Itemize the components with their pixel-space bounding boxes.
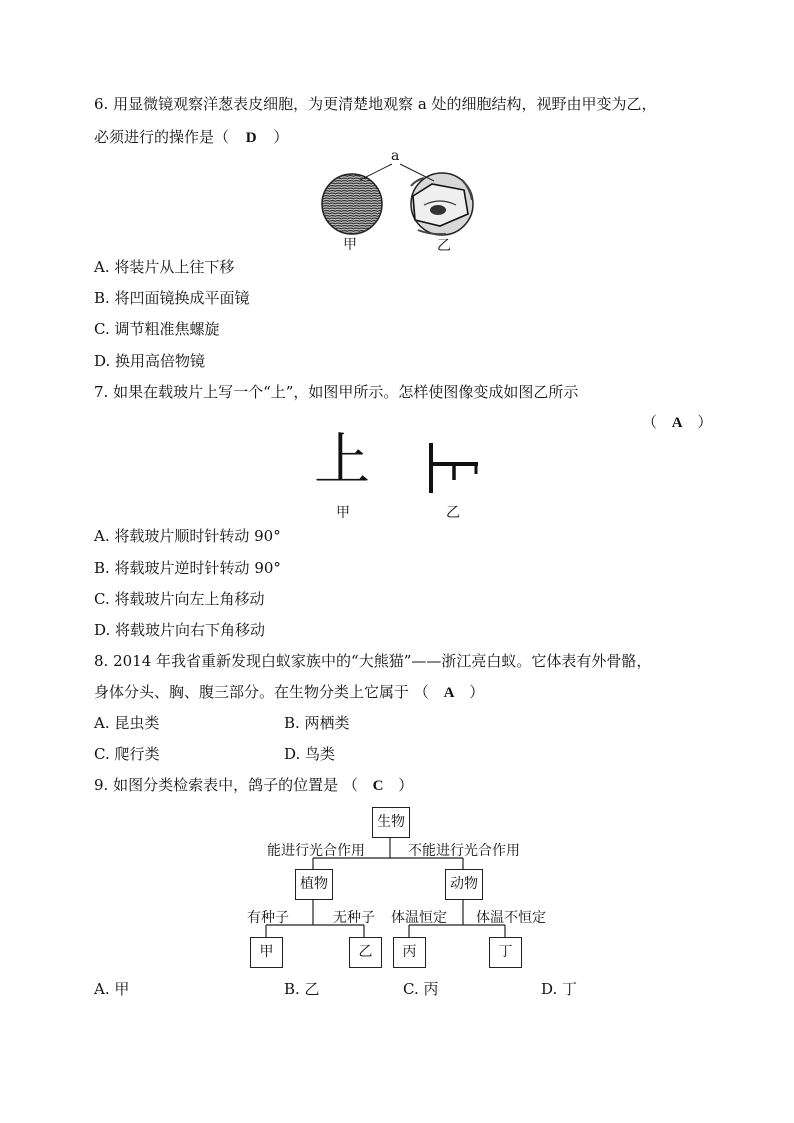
branch-cold-blooded: 体温不恒定 bbox=[476, 910, 546, 926]
q7-caption-jia: 甲 bbox=[336, 505, 350, 521]
node-bing: 丙 bbox=[393, 937, 426, 968]
branch-seed: 有种子 bbox=[247, 910, 289, 926]
q9-answer: C bbox=[372, 778, 384, 794]
q7-option-c: C. 将载玻片向左上角移动 bbox=[94, 590, 265, 608]
q8-option-b: B. 两栖类 bbox=[284, 714, 350, 732]
q8-option-c: C. 爬行类 bbox=[94, 745, 160, 763]
q7-option-b: B. 将载玻片逆时针转动 90° bbox=[94, 559, 281, 577]
q9-option-b: B. 乙 bbox=[284, 980, 320, 998]
branch-no-photosynthesis: 不能进行光合作用 bbox=[408, 843, 520, 859]
branch-photosynthesis: 能进行光合作用 bbox=[267, 843, 365, 859]
q6-option-b: B. 将凹面镜换成平面镜 bbox=[94, 289, 250, 307]
q6-stem-prefix: 必须进行的操作是（ bbox=[94, 128, 230, 146]
branch-warm-blooded: 体温恒定 bbox=[391, 910, 447, 926]
node-yi: 乙 bbox=[349, 937, 382, 968]
q6-option-d: D. 换用高倍物镜 bbox=[94, 352, 206, 370]
q9-option-a: A. 甲 bbox=[94, 980, 130, 998]
q6-option-c: C. 调节粗准焦螺旋 bbox=[94, 320, 220, 338]
q8-stem-suffix: ） bbox=[469, 683, 485, 701]
q7-paren-close: ） bbox=[697, 413, 713, 431]
label-a: a bbox=[391, 148, 400, 164]
q7-caption-yi: 乙 bbox=[446, 505, 460, 521]
q9-option-d: D. 丁 bbox=[541, 980, 578, 998]
q7-answer: A bbox=[671, 415, 683, 431]
q7-paren-open: （ bbox=[642, 413, 658, 431]
node-root: 生物 bbox=[372, 807, 410, 838]
node-ding: 丁 bbox=[489, 937, 522, 968]
q8-answer: A bbox=[443, 685, 455, 701]
branch-no-seed: 无种子 bbox=[333, 910, 375, 926]
q8-option-a: A. 昆虫类 bbox=[94, 714, 160, 732]
q6-stem-line1: 6. 用显微镜观察洋葱表皮细胞，为更清楚地观察 a 处的细胞结构，视野由甲变为乙， bbox=[94, 95, 657, 113]
q9-stem-prefix: 9. 如图分类检索表中，鸽子的位置是 （ bbox=[94, 776, 358, 794]
node-plant: 植物 bbox=[295, 869, 333, 900]
node-jia: 甲 bbox=[250, 937, 283, 968]
q8-option-d: D. 鸟类 bbox=[284, 745, 336, 763]
q8-stem-prefix: 身体分头、胸、腹三部分。在生物分类上它属于 （ bbox=[94, 683, 429, 701]
caption-jia: 甲 bbox=[343, 237, 357, 253]
q6-stem-suffix: ） bbox=[273, 128, 289, 146]
q8-stem-line1: 8. 2014 年我省重新发现白蚁家族中的“大熊猫”——浙江亮白蚁。它体表有外骨骼， bbox=[94, 652, 652, 670]
q6-answer: D bbox=[245, 130, 257, 146]
q7-option-d: D. 将载玻片向右下角移动 bbox=[94, 621, 266, 639]
q6-option-a: A. 将装片从上往下移 bbox=[94, 258, 235, 276]
char-shang-upright: 上 bbox=[314, 428, 370, 493]
q9-stem-suffix: ） bbox=[398, 776, 414, 794]
q9-option-c: C. 丙 bbox=[403, 980, 439, 998]
caption-yi: 乙 bbox=[437, 238, 451, 254]
q7-option-a: A. 将载玻片顺时针转动 90° bbox=[94, 527, 281, 545]
q7-stem-line1: 7. 如果在载玻片上写一个“上”，如图甲所示。怎样使图像变成如图乙所示 bbox=[94, 383, 579, 401]
node-animal: 动物 bbox=[445, 869, 483, 900]
